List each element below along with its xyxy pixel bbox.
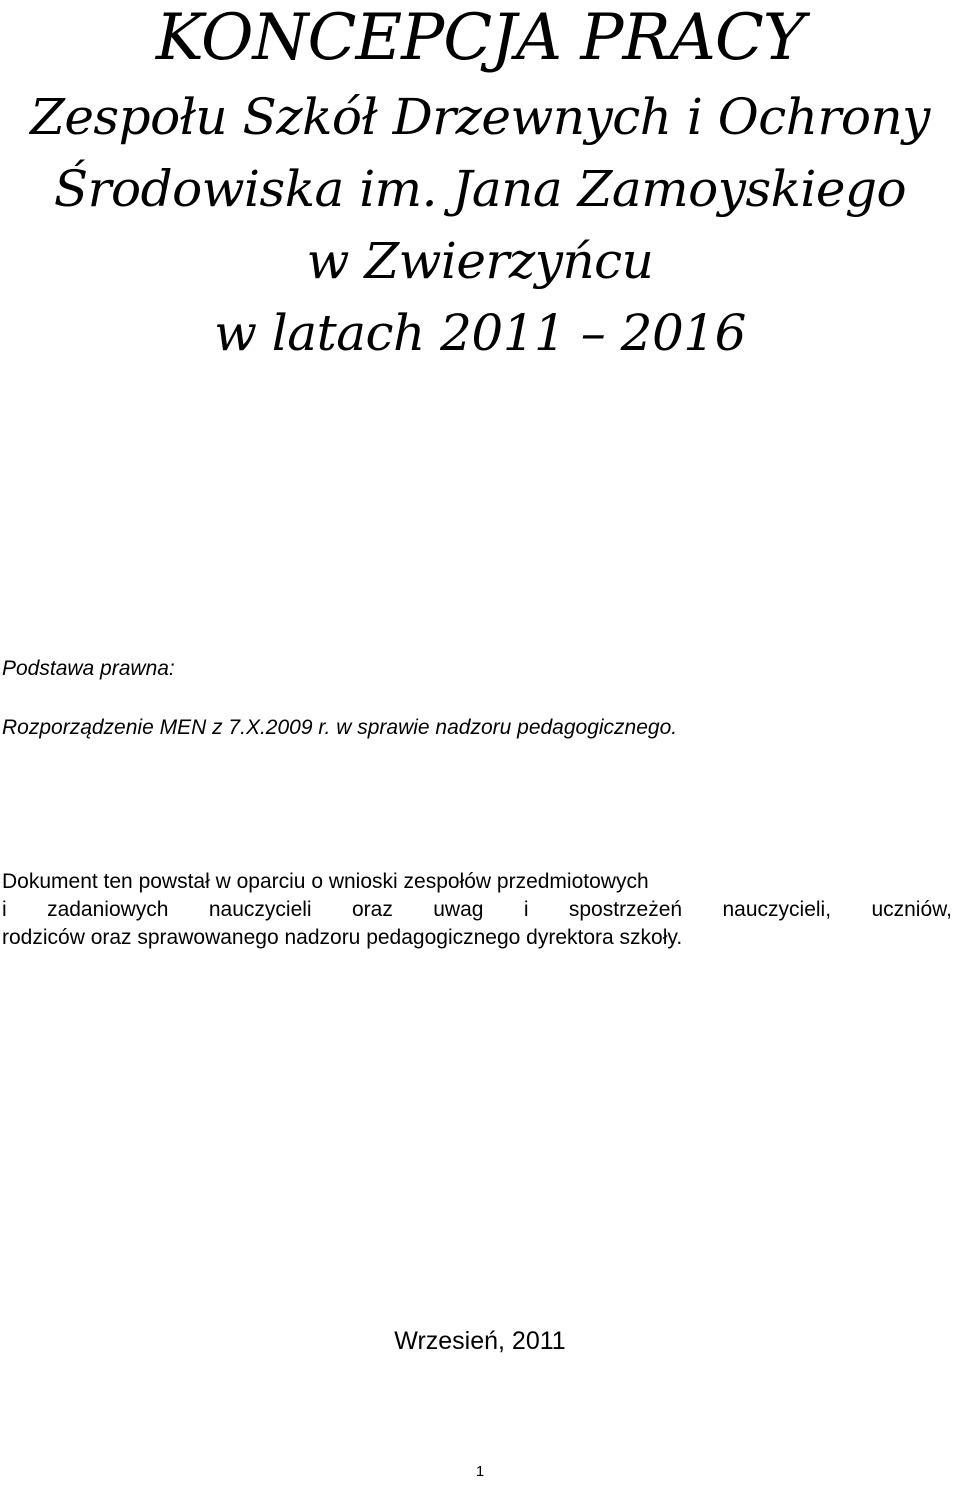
legal-basis-label: Podstawa prawna: [2, 657, 175, 680]
description-line-justified [2, 896, 952, 924]
document-date: Wrzesień, 2011 [394, 1327, 566, 1355]
description-word: zadaniowych [47, 898, 169, 921]
description-word: spostrzeżeń [568, 898, 683, 921]
description-word: oraz [351, 898, 393, 921]
description-word: uczniów, [871, 898, 952, 921]
description-word: nauczycieli [208, 898, 312, 921]
description-word: nauczycieli, [722, 898, 832, 921]
description-line: rodziców oraz sprawowanego nadzoru pedagogicznego dyrektora szkoły. [2, 926, 683, 949]
document-title: KONCEPCJA PRACY [155, 1, 805, 75]
description-word: i [2, 898, 7, 921]
document-description [2, 868, 952, 952]
description-line: Dokument ten powstał w oparciu o wnioski zespołów przedmiotowych [2, 870, 649, 893]
title-line-school-name: Zespołu Szkół Drzewnych i Ochrony [30, 88, 930, 146]
legal-basis-text: Rozporządzenie MEN z 7.X.2009 r. w sprawie nadzoru pedagogicznego. [2, 716, 678, 739]
title-line-location: w Zwierzyńcu [306, 232, 654, 290]
description-word: uwag [433, 898, 484, 921]
page-number: 1 [475, 1463, 485, 1480]
description-word: i [523, 898, 529, 921]
title-line-school-patron: Środowiska im. Jana Zamoyskiego [53, 160, 907, 218]
title-line-years: w latach 2011 – 2016 [214, 304, 746, 362]
